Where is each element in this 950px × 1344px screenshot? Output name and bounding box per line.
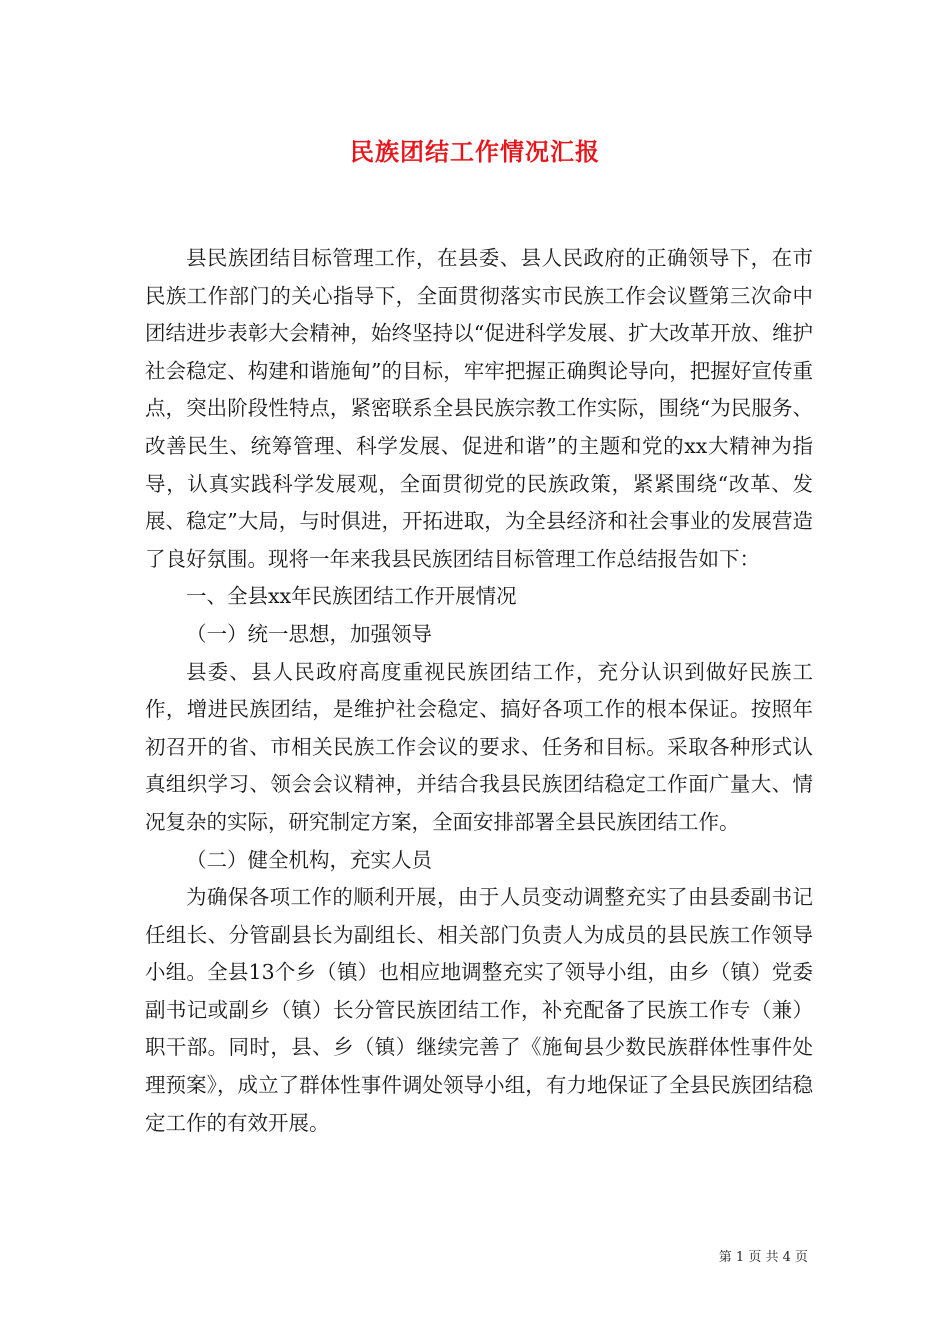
paragraph-organization: 为确保各项工作的顺利开展，由于人员变动调整充实了由县委副书记任组长、分管副县长为副组长、相关部门负责人为成员的县民族工作领导小组。全县13个乡（镇）也相应地调整充实了领导小组，由乡（镇）党委副书记或副乡（镇）长分管民族团结工作，补充配备了民族工作专（兼）职干部。同时，县、乡（镇）继续完善了《施甸县少数民族群体性事件处理预案》，成立了群体性事件调处领导小组，有力地保证了全县民族团结稳定工作的有效开展。 <box>145 885 813 1135</box>
page-title: 民族团结工作情况汇报 <box>350 137 600 166</box>
section-heading-1: 一、全县xx年民族团结工作开展情况 <box>186 584 517 609</box>
paragraph-leadership: 县委、县人民政府高度重视民族团结工作，充分认识到做好民族工作，增进民族团结，是维护社会稳定、搞好各项工作的根本保证。按照年初召开的省、市相关民族工作会议的要求、任务和目标。采取各种形式认真组织学习、领会会议精神，并结合我县民族团结稳定工作面广量大、情况复杂的实际，研究制定方案，全面安排部署全县民族团结工作。 <box>145 659 813 834</box>
page-number: 第 1 页 共 4 页 <box>718 1250 808 1265</box>
subsection-heading-1: （一）统一思想，加强领导 <box>186 621 432 646</box>
document-body <box>145 240 813 1142</box>
subsection-heading-2: （二）健全机构，充实人员 <box>186 847 432 872</box>
paragraph-intro: 县民族团结目标管理工作，在县委、县人民政府的正确领导下，在市民族工作部门的关心指导下，全面贯彻落实市民族工作会议暨第三次命中团结进步表彰大会精神，始终坚持以“促进科学发展、扩大改革开放、维护社会稳定、构建和谐施甸”的目标，牢牢把握正确舆论导向，把握好宣传重点，突出阶段性特点，紧密联系全县民族宗教工作实际，围绕“为民服务、改善民生、统筹管理、科学发展、促进和谐”的主题和党的xx大精神为指导，认真实践科学发展观，全面贯彻党的民族政策，紧紧围绕“改革、发展、稳定”大局，与时俱进，开拓进取，为全县经济和社会事业的发展营造了良好氛围。现将一年来我县民族团结目标管理工作总结报告如下： <box>145 246 813 571</box>
